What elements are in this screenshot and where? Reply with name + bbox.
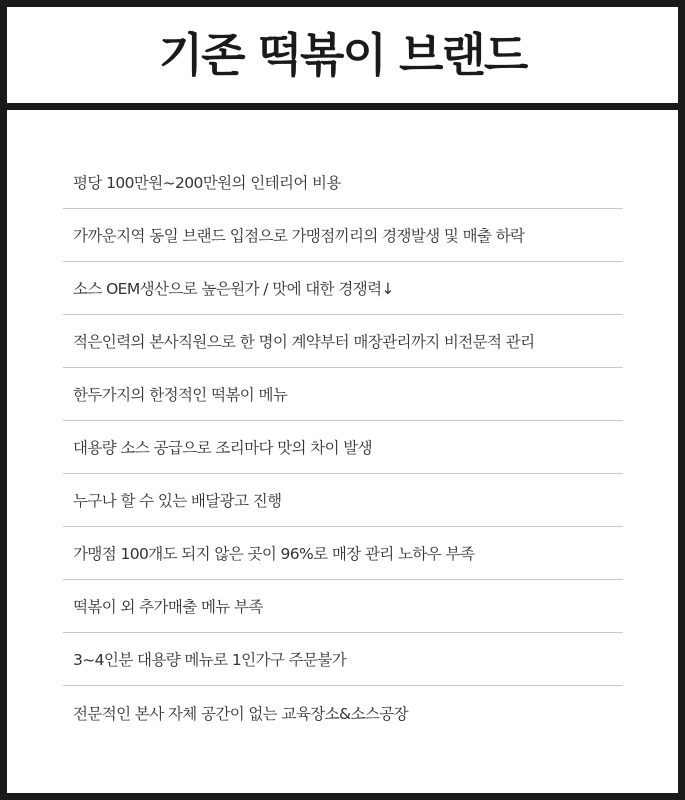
- list-item: 적은인력의 본사직원으로 한 명이 계약부터 매장관리까지 비전문적 관리: [63, 315, 623, 368]
- list-item: 한두가지의 한정적인 떡볶이 메뉴: [63, 368, 623, 421]
- content-panel: [7, 110, 678, 793]
- page-title: 기존 떡볶이 브랜드: [158, 28, 527, 82]
- list-item: 가맹점 100개도 되지 않은 곳이 96%로 매장 관리 노하우 부족: [63, 527, 623, 580]
- title-box: [7, 7, 678, 103]
- list-item: 대용량 소스 공급으로 조리마다 맛의 차이 발생: [63, 421, 623, 474]
- list-item: 전문적인 본사 자체 공간이 없는 교육장소&소스공장: [73, 704, 408, 723]
- issue-list: [63, 156, 623, 739]
- list-item: 평당 100만원~200만원의 인테리어 비용: [63, 156, 623, 209]
- list-item: 떡볶이 외 추가매출 메뉴 부족: [63, 580, 623, 633]
- list-item: 누구나 할 수 있는 배달광고 진행: [63, 474, 623, 527]
- list-item: 소스 OEM생산으로 높은원가 / 맛에 대한 경쟁력↓: [63, 262, 623, 315]
- list-item: 가까운지역 동일 브랜드 입점으로 가맹점끼리의 경쟁발생 및 매출 하락: [63, 209, 623, 262]
- list-item: 3~4인분 대용량 메뉴로 1인가구 주문불가: [63, 633, 623, 686]
